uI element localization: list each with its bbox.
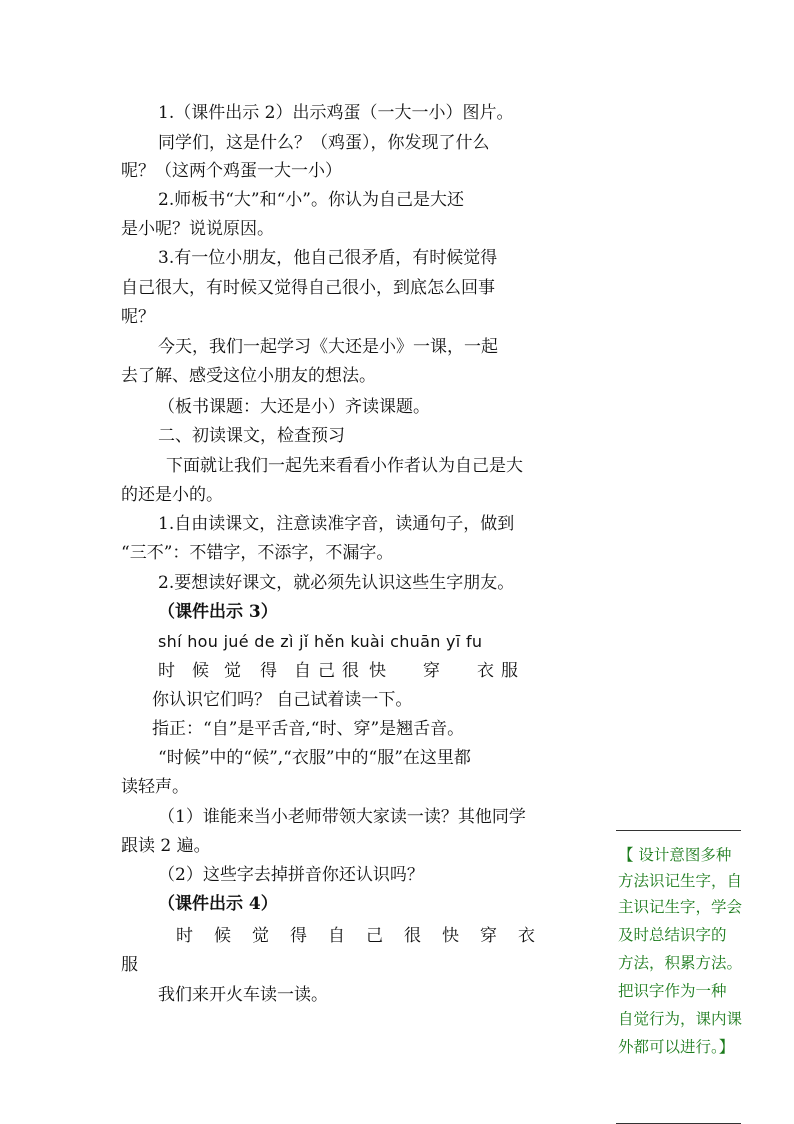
paragraph-line: 2.师板书“大”和“小”。你认为自己是大还: [158, 190, 464, 210]
paragraph-line: （2）这些字去掉拼音你还认识吗？: [158, 865, 424, 885]
character: 很: [404, 926, 421, 946]
character: 得: [290, 926, 307, 946]
paragraph-line: 我们来开火车读一读。: [158, 985, 328, 1005]
paragraph-line: 去了解、感受这位小朋友的想法。: [121, 366, 376, 386]
note-line: 方法，积累方法。: [618, 954, 743, 972]
paragraph-line: 同学们，这是什么？（鸡蛋），你发现了什么: [158, 133, 490, 153]
character: 觉: [224, 661, 241, 681]
character: 时: [176, 926, 193, 946]
paragraph-line: “三不”：不错字，不添字，不漏字。: [121, 543, 394, 563]
paragraph-line: “时候”中的“候”,“衣服”中的“服”在这里都: [158, 748, 471, 768]
paragraph-line: 2.要想读好课文，就必须先认识这些生字朋友。: [158, 573, 515, 593]
courseware-label: （课件出示 4）: [158, 894, 278, 914]
note-line: 【 设计意图多种: [618, 846, 732, 864]
paragraph-line: 呢？（这两个鸡蛋一大一小）: [121, 161, 342, 181]
pinyin-line: shí hou jué de zì jǐ hěn kuài chuān yī fu: [158, 632, 483, 651]
note-line: 把识字作为一种: [618, 982, 727, 1000]
character: 己: [318, 661, 335, 681]
paragraph-line: 是小呢？说说原因。: [121, 219, 274, 239]
paragraph-line: （板书课题：大还是小）齐读课题。: [158, 397, 430, 417]
character: 穿: [423, 661, 440, 681]
character: 己: [366, 926, 383, 946]
paragraph-line: 服: [121, 955, 138, 975]
character-row: [158, 660, 525, 682]
character: 衣: [518, 926, 535, 946]
character: 穿: [480, 926, 497, 946]
character: 时: [158, 661, 175, 681]
paragraph-line: （1）谁能来当小老师带领大家读一读？其他同学: [158, 807, 526, 827]
paragraph-line: 1.自由读课文，注意读准字音，读通句子，做到: [158, 514, 515, 534]
character: 候: [192, 661, 209, 681]
paragraph-line: 的还是小的。: [121, 485, 223, 505]
note-line: 主识记生字，学会: [618, 898, 743, 916]
character: 很: [342, 661, 359, 681]
character: 得: [260, 661, 277, 681]
note-line: 外都可以进行。】: [618, 1038, 735, 1056]
design-intent-note: [616, 830, 741, 1124]
paragraph-line: 呢？: [121, 307, 155, 327]
note-line: 自觉行为，课内课: [618, 1010, 743, 1028]
paragraph-line: 1.（课件出示 2）出示鸡蛋（一大一小）图片。: [158, 103, 514, 123]
paragraph-line: 下面就让我们一起先来看看小作者认为自己是大: [166, 456, 523, 476]
courseware-label: （课件出示 3）: [158, 602, 278, 622]
paragraph-line: 读轻声。: [121, 777, 189, 797]
character: 快: [369, 661, 386, 681]
paragraph-line: 3.有一位小朋友，他自己很矛盾，有时候觉得: [158, 248, 498, 268]
note-line: 及时总结识字的: [618, 926, 727, 944]
character: 觉: [252, 926, 269, 946]
character: 服: [501, 661, 518, 681]
paragraph-line: 你认识它们吗？ 自己试着读一下。: [152, 690, 413, 710]
character: 快: [442, 926, 459, 946]
paragraph-line: 跟读 2 遍。: [121, 836, 211, 856]
character: 自: [328, 926, 345, 946]
character-row: [176, 925, 538, 947]
section-heading: 二、初读课文，检查预习: [158, 426, 345, 446]
paragraph-line: 自己很大，有时候又觉得自己很小，到底怎么回事: [121, 278, 495, 298]
paragraph-line: 指正：“自”是平舌音,“时、穿”是翘舌音。: [152, 719, 465, 739]
paragraph-line: 今天，我们一起学习《大还是小》一课，一起: [158, 337, 498, 357]
character: 候: [214, 926, 231, 946]
character: 衣: [477, 661, 494, 681]
character: 自: [294, 661, 311, 681]
note-line: 方法识记生字，自: [618, 872, 743, 890]
